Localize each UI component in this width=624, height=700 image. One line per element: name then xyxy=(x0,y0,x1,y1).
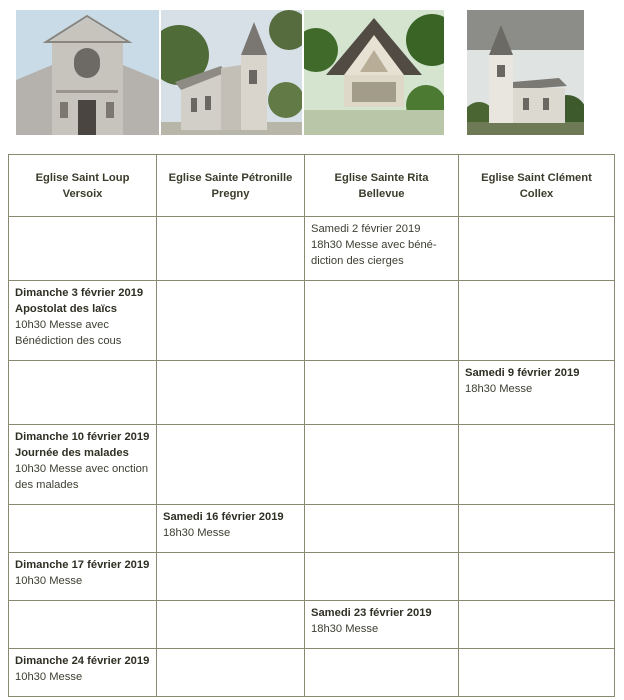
entry-line: Apostolat des laïcs xyxy=(15,303,117,315)
entry-date: Samedi 16 février 2019 xyxy=(163,511,284,523)
entry-line: Samedi 2 février 2019 xyxy=(311,223,421,235)
entry-line: 10h30 Messe avec xyxy=(15,319,109,331)
empty-cell xyxy=(157,361,305,425)
table-row xyxy=(9,217,615,281)
table-row xyxy=(9,553,615,601)
empty-cell xyxy=(305,425,459,505)
empty-cell xyxy=(459,601,615,649)
table-row xyxy=(9,649,615,697)
empty-cell xyxy=(459,505,615,553)
empty-cell xyxy=(9,361,157,425)
entry-date: Dimanche 24 février 2019 xyxy=(15,655,150,667)
empty-cell xyxy=(9,505,157,553)
mass-schedule-table xyxy=(8,154,615,697)
entry-line: diction des cierges xyxy=(311,255,404,267)
header-saint-loup: Eglise Saint Loup Versoix xyxy=(9,155,157,217)
empty-cell xyxy=(305,649,459,697)
schedule-entry xyxy=(157,505,305,553)
photo-saint-loup xyxy=(16,10,159,135)
entry-line: Bénédiction des cous xyxy=(15,335,122,347)
empty-cell xyxy=(157,553,305,601)
schedule-entry xyxy=(9,281,157,361)
empty-cell xyxy=(157,649,305,697)
entry-line: 10h30 Messe avec onction xyxy=(15,463,149,475)
header-sainte-petronille: Eglise Sainte Pétronille Pregny xyxy=(157,155,305,217)
schedule-entry xyxy=(305,217,459,281)
empty-cell xyxy=(305,505,459,553)
header-sainte-rita: Eglise Sainte Rita Bellevue xyxy=(305,155,459,217)
entry-line: 18h30 Messe xyxy=(311,623,379,635)
schedule-entry xyxy=(9,553,157,601)
table-row xyxy=(9,361,615,425)
schedule-entry xyxy=(305,601,459,649)
empty-cell xyxy=(305,281,459,361)
schedule-body xyxy=(9,217,615,697)
table-header-row xyxy=(9,155,615,217)
table-row xyxy=(9,601,615,649)
entry-date: Samedi 23 février 2019 xyxy=(311,607,432,619)
empty-cell xyxy=(459,649,615,697)
entry-line: 18h30 Messe avec béné- xyxy=(311,239,437,251)
schedule-entry xyxy=(9,425,157,505)
entry-line: 10h30 Messe xyxy=(15,671,83,683)
entry-line: 18h30 Messe xyxy=(163,527,231,539)
table-row xyxy=(9,425,615,505)
empty-cell xyxy=(157,601,305,649)
entry-line: des malades xyxy=(15,479,79,491)
entry-date: Dimanche 17 février 2019 xyxy=(15,559,150,571)
table-row xyxy=(9,281,615,361)
photo-sainte-rita xyxy=(304,10,444,135)
entry-date: Dimanche 3 février 2019 xyxy=(15,287,144,299)
schedule-entry xyxy=(9,649,157,697)
empty-cell xyxy=(305,361,459,425)
header-saint-clement: Eglise Saint Clément Collex xyxy=(459,155,615,217)
empty-cell xyxy=(9,217,157,281)
entry-line: 10h30 Messe xyxy=(15,575,83,587)
empty-cell xyxy=(157,281,305,361)
empty-cell xyxy=(9,601,157,649)
entry-line: 18h30 Messe xyxy=(465,383,533,395)
empty-cell xyxy=(157,217,305,281)
empty-cell xyxy=(459,217,615,281)
entry-line: Journée des malades xyxy=(15,447,129,459)
table-row xyxy=(9,505,615,553)
empty-cell xyxy=(459,553,615,601)
empty-cell xyxy=(157,425,305,505)
empty-cell xyxy=(459,425,615,505)
empty-cell xyxy=(459,281,615,361)
photo-saint-clement xyxy=(467,10,584,135)
empty-cell xyxy=(305,553,459,601)
schedule-entry xyxy=(459,361,615,425)
church-photos xyxy=(0,0,624,140)
entry-date: Samedi 9 février 2019 xyxy=(465,367,580,379)
entry-date: Dimanche 10 février 2019 xyxy=(15,431,150,443)
photo-sainte-petronille xyxy=(161,10,302,135)
